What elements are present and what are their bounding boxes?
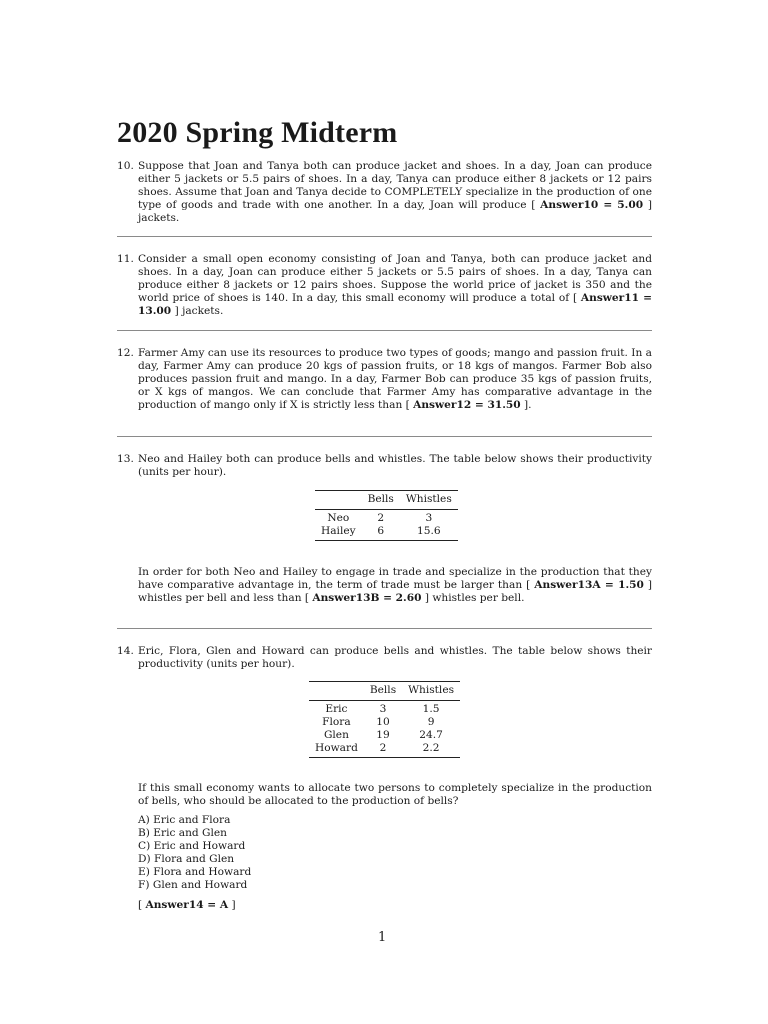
option-e: E) Flora and Howard: [138, 866, 252, 878]
question-13: [117, 453, 652, 479]
table-cell: 2.2: [402, 742, 460, 758]
option-b: B) Eric and Glen: [138, 827, 228, 839]
answer-13b: Answer13B = 2.60: [312, 592, 422, 604]
table-header: Whistles: [400, 491, 458, 510]
table-header: [309, 682, 364, 701]
answer-bracket-close: ]: [231, 899, 236, 911]
question-11: [117, 253, 652, 318]
question-text: Farmer Amy can use its resources to produce two types of goods; mango and passion fruit. In a day, Farmer Amy can produce 20 kgs of passion fruits, or 18 kgs of mangos. Farmer Bob also produces passion fruit and mango. In a day, Farmer Bob can produce 35 kgs of passion fruits, or X kgs of mangos. We can conclude that Farmer Amy has comparative advantage in the production of mango only if X is strictly less than [: [138, 347, 652, 411]
option-d: D) Flora and Glen: [138, 853, 235, 865]
table-header: Whistles: [402, 682, 460, 701]
question-intro: Neo and Hailey both can produce bells and whistles. The table below shows their productivity (units per hour).: [138, 453, 652, 478]
question-14: [117, 645, 652, 671]
table-cell: 2: [377, 512, 385, 524]
divider: [117, 330, 652, 331]
question-12: [117, 347, 652, 412]
table-cell: Glen: [323, 729, 349, 741]
table-header: Bells: [362, 491, 400, 510]
table-cell: 1.5: [422, 703, 440, 715]
option-a: A) Eric and Flora: [138, 814, 231, 826]
answer-14: Answer14 = A: [145, 899, 229, 911]
question-text-end: ] whistles per bell.: [424, 592, 525, 604]
table-row: [315, 525, 458, 541]
question-number: 14.: [117, 645, 134, 657]
table-cell: Neo: [327, 512, 350, 524]
answer-13a: Answer13A = 1.50: [534, 579, 644, 591]
question-intro: Eric, Flora, Glen and Howard can produce bells and whistles. The table below shows their productivity (units per hour).: [138, 645, 652, 670]
table-cell: 3: [425, 512, 433, 524]
divider: [117, 628, 652, 629]
productivity-table-14: [309, 681, 460, 758]
question-14-followup: [117, 782, 652, 912]
table-cell: 6: [362, 525, 400, 541]
table-cell: Flora: [322, 716, 351, 728]
table-row: [315, 510, 458, 526]
question-number: 13.: [117, 453, 134, 465]
answer-10: Answer10 = 5.00: [540, 199, 644, 211]
table-cell: 9: [427, 716, 435, 728]
question-number: 11.: [117, 253, 134, 265]
divider: [117, 236, 652, 237]
option-c: C) Eric and Howard: [138, 840, 246, 852]
table-header: [315, 491, 362, 510]
question-text-end: ] jackets.: [174, 305, 224, 317]
question-text: In order for both Neo and Hailey to engage in trade and specialize in the production that they have comparative advantage in, the term of trade must be larger than [: [138, 566, 652, 591]
productivity-table-13: [315, 490, 458, 541]
table-cell: Eric: [325, 703, 348, 715]
answer-options: [138, 814, 652, 892]
table-cell: 15.6: [400, 525, 458, 541]
question-13-followup: [117, 566, 652, 605]
page-title: 2020 Spring Midterm: [117, 116, 398, 149]
question-text-end: ].: [524, 399, 532, 411]
table-header: Bells: [364, 682, 402, 701]
question-text: Consider a small open economy consisting of Joan and Tanya, both can produce jacket and shoes. In a day, Joan can produce either 5 jackets or 5.5 pairs of shoes. In a day, Tanya can produce either 8 jackets or 12 pairs shoes. Suppose the world price of jacket is 350 and the world price of shoes is 140. In a day, this small economy will produce a total of [: [138, 253, 652, 304]
table-row: [309, 701, 460, 717]
answer-12: Answer12 = 31.50: [413, 399, 521, 411]
table-row: [309, 729, 460, 742]
question-number: 12.: [117, 347, 134, 359]
table-cell: 3: [379, 703, 387, 715]
table-cell: 2: [364, 742, 402, 758]
question-text: ] whistles per bell and less than [: [138, 579, 653, 604]
page-number: 1: [378, 930, 387, 945]
table-cell: 10: [376, 716, 390, 728]
answer-11: Answer11 = 13.00: [138, 292, 652, 317]
table-cell: Hailey: [315, 525, 362, 541]
divider: [117, 436, 652, 437]
question-text: If this small economy wants to allocate two persons to completely specialize in the production of bells, who should be allocated to the production of bells?: [138, 782, 652, 807]
table-cell: 19: [376, 729, 390, 741]
question-text-end: ] jackets.: [138, 199, 653, 224]
table-cell: 24.7: [419, 729, 443, 741]
option-f: F) Glen and Howard: [138, 879, 248, 891]
table-row: [309, 716, 460, 729]
question-10: [117, 160, 652, 225]
question-text: Suppose that Joan and Tanya both can produce jacket and shoes. In a day, Joan can produce either 5 jackets or 5.5 pairs of shoes. In a day, Tanya can produce either 8 jackets or 12 pairs shoes. Assume that Joan and Tanya decide to COMPLETELY specialize in the production of one type of goods and trade with one another. In a day, Joan will produce [: [138, 160, 652, 211]
table-cell: Howard: [309, 742, 364, 758]
question-number: 10.: [117, 160, 134, 172]
answer-bracket-open: [: [138, 899, 143, 911]
table-row: [309, 742, 460, 758]
